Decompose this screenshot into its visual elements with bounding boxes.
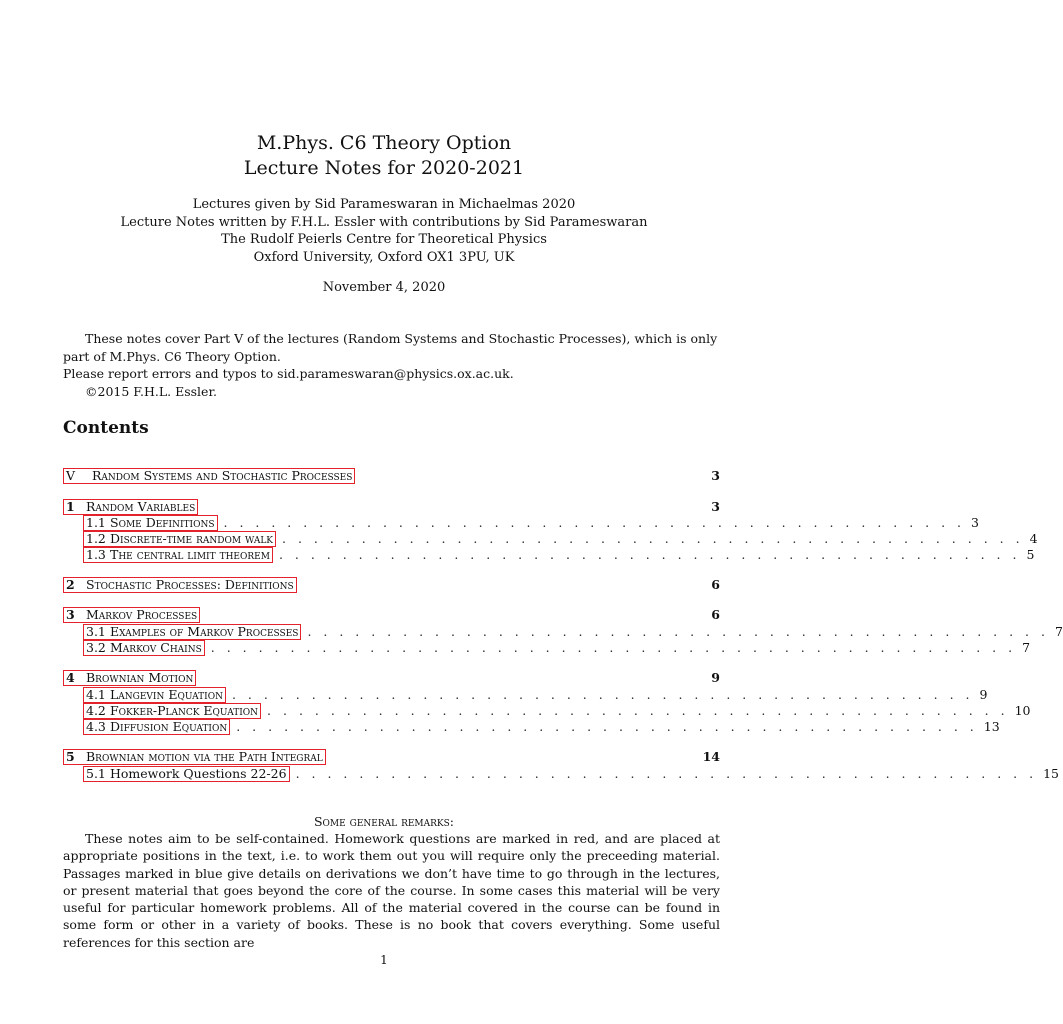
toc-section-4 xyxy=(63,669,720,686)
toc-link-subsection-1-1[interactable] xyxy=(83,515,218,531)
abstract-text: These notes cover Part V of the lectures (Random Systems and Stochastic Processes), which is only part of M.Phys. C6 Theory Option. xyxy=(63,331,718,364)
author-line: Lecture Notes written by F.H.L. Essler with contributions by Sid Parameswaran xyxy=(120,214,648,230)
toc-link-section-5[interactable] xyxy=(63,749,326,765)
toc-number: 1.1 xyxy=(86,514,106,530)
affiliation-line: The Rudolf Peierls Centre for Theoretical Physics xyxy=(221,232,547,247)
report-errors-text: Please report errors and typos to sid.parameswaran@physics.ox.ac.uk. xyxy=(63,366,514,381)
toc-title: Homework Questions 22-26 xyxy=(110,765,287,781)
toc-page: 13 xyxy=(983,719,1000,734)
toc-title: Fokker-Planck Equation xyxy=(110,702,259,718)
contents-heading: Contents xyxy=(63,418,149,438)
toc-number: 2 xyxy=(66,576,75,592)
toc-number: 4 xyxy=(66,669,75,685)
toc-title: Markov Chains xyxy=(110,639,202,655)
toc-page: 6 xyxy=(711,607,720,622)
toc-page: 7 xyxy=(1022,640,1031,655)
toc-leader-dots: . . . . . . . . . . . . . . . . . . . . . . . . . . . . . . . . . . . . . . . . . . . . . . . xyxy=(236,719,978,734)
toc-subsection-4-2 xyxy=(63,702,1031,719)
copyright-text: ©2015 F.H.L. Essler. xyxy=(85,383,218,399)
toc-subsection-3-1 xyxy=(63,623,1063,640)
toc-title: Random Systems and Stochastic Processes xyxy=(92,467,353,483)
toc-leader-dots: . . . . . . . . . . . . . . . . . . . . . . . . . . . . . . . . . . . . . . . . . . . . . . . xyxy=(282,531,1024,546)
toc-page: 6 xyxy=(711,577,720,592)
toc-title: Some Definitions xyxy=(110,514,215,530)
toc-section-1 xyxy=(63,498,720,515)
toc-section-3 xyxy=(63,606,720,623)
toc-part-v xyxy=(63,467,720,484)
toc-link-part-v[interactable] xyxy=(63,468,355,484)
toc-page: 7 xyxy=(1054,624,1063,639)
toc-page: 9 xyxy=(979,687,988,702)
author-block xyxy=(0,196,768,266)
toc-link-section-4[interactable] xyxy=(63,670,196,686)
toc-number: V xyxy=(66,467,76,483)
toc-title: Random Variables xyxy=(86,498,196,514)
toc-subsection-1-1 xyxy=(63,514,979,531)
toc-section-2 xyxy=(63,576,720,593)
document-title xyxy=(0,131,768,181)
remarks-body xyxy=(63,830,720,951)
remarks-heading: Some general remarks: xyxy=(313,814,455,829)
remarks-paragraph: These notes aim to be self-contained. Homework questions are marked in red, and are placed at appropriate positions in the text, i.e. to work them out you will require only the preceeding material. Passages marked in blue give details on derivations we don’t have time to go through in the lectures, or present material that goes beyond the core of the course. In some cases this material will be very useful for particular homework problems. All of the material covered in the course can be found in some form or other in a variety of books. These is no book that covers everything. Some useful references for this section are xyxy=(63,831,720,950)
toc-page: 9 xyxy=(711,670,720,685)
toc-subsection-5-1 xyxy=(63,765,1059,782)
page-number: 1 xyxy=(380,953,388,967)
title-line-2: Lecture Notes for 2020-2021 xyxy=(243,157,525,179)
toc-page: 4 xyxy=(1029,531,1038,546)
toc-link-section-2[interactable] xyxy=(63,577,297,593)
toc-subsection-1-3 xyxy=(63,546,1035,563)
toc-leader-dots: . . . . . . . . . . . . . . . . . . . . . . . . . . . . . . . . . . . . . . . . . . . . . . . xyxy=(231,687,974,702)
toc-title: Diffusion Equation xyxy=(110,718,228,734)
toc-leader-dots: . . . . . . . . . . . . . . . . . . . . . . . . . . . . . . . . . . . . . . . . . . . . . . . xyxy=(295,766,1038,781)
toc-title: Discrete-time random walk xyxy=(110,530,274,546)
toc-title: Stochastic Processes: Definitions xyxy=(86,576,294,592)
toc-title: Examples of Markov Processes xyxy=(110,623,299,639)
abstract xyxy=(63,330,720,400)
toc-leader-dots: . . . . . . . . . . . . . . . . . . . . . . . . . . . . . . . . . . . . . . . . . . . . . . . xyxy=(223,515,966,530)
toc-number: 5 xyxy=(66,748,75,764)
toc-leader-dots: . . . . . . . . . . . . . . . . . . . . . . . . . . . . . . . . . . . . . . . . . . . . . . . xyxy=(278,547,1021,562)
toc-number: 4.3 xyxy=(86,718,106,734)
toc-section-5 xyxy=(63,748,720,765)
toc-link-subsection-4-1[interactable] xyxy=(83,687,226,703)
toc-page: 3 xyxy=(971,515,979,530)
toc-page: 3 xyxy=(711,499,720,514)
toc-number: 4.1 xyxy=(86,686,106,702)
affiliation-line: Oxford University, Oxford OX1 3PU, UK xyxy=(253,249,515,265)
toc-subsection-3-2 xyxy=(63,639,1031,656)
toc-number: 4.2 xyxy=(86,702,106,718)
toc-link-section-3[interactable] xyxy=(63,607,200,623)
toc-title: The central limit theorem xyxy=(110,546,270,562)
toc-leader-dots: . . . . . . . . . . . . . . . . . . . . . . . . . . . . . . . . . . . . . . . . . . . . . . . . . . . xyxy=(210,640,1017,655)
toc-subsection-4-3 xyxy=(63,718,1000,735)
toc-number: 3 xyxy=(66,606,75,622)
toc-link-subsection-4-2[interactable] xyxy=(83,703,261,719)
toc-link-section-1[interactable] xyxy=(63,499,198,515)
toc-number: 5.1 xyxy=(86,765,106,781)
toc-number: 3.1 xyxy=(86,623,106,639)
toc-title: Brownian motion via the Path Integral xyxy=(86,748,323,764)
toc-link-subsection-3-1[interactable] xyxy=(83,624,301,640)
toc-page: 15 xyxy=(1043,766,1059,781)
author-line: Lectures given by Sid Parameswaran in Michaelmas 2020 xyxy=(192,197,576,212)
document-date: November 4, 2020 xyxy=(322,280,446,295)
toc-page: 5 xyxy=(1026,547,1035,562)
toc-title: Markov Processes xyxy=(86,606,198,622)
toc-page: 10 xyxy=(1014,703,1031,718)
toc-page: 14 xyxy=(702,749,720,764)
toc-page: 3 xyxy=(711,468,720,483)
toc-number: 1.3 xyxy=(86,546,106,562)
toc-title: Brownian Motion xyxy=(86,669,194,685)
toc-link-subsection-5-1[interactable] xyxy=(83,766,290,782)
toc-subsection-4-1 xyxy=(63,686,988,703)
toc-link-subsection-4-3[interactable] xyxy=(83,719,230,735)
toc-link-subsection-1-2[interactable] xyxy=(83,531,276,547)
toc-number: 1.2 xyxy=(86,530,106,546)
toc-title: Langevin Equation xyxy=(110,686,223,702)
toc-number: 1 xyxy=(66,498,75,514)
toc-link-subsection-3-2[interactable] xyxy=(83,640,205,656)
toc-number: 3.2 xyxy=(86,639,106,655)
title-line-1: M.Phys. C6 Theory Option xyxy=(256,132,512,154)
toc-subsection-1-2 xyxy=(63,530,1038,547)
toc-leader-dots: . . . . . . . . . . . . . . . . . . . . . . . . . . . . . . . . . . . . . . . . . . . . . . . xyxy=(307,624,1049,639)
toc-leader-dots: . . . . . . . . . . . . . . . . . . . . . . . . . . . . . . . . . . . . . . . . . . . . . . . xyxy=(267,703,1009,718)
toc-link-subsection-1-3[interactable] xyxy=(83,547,273,563)
